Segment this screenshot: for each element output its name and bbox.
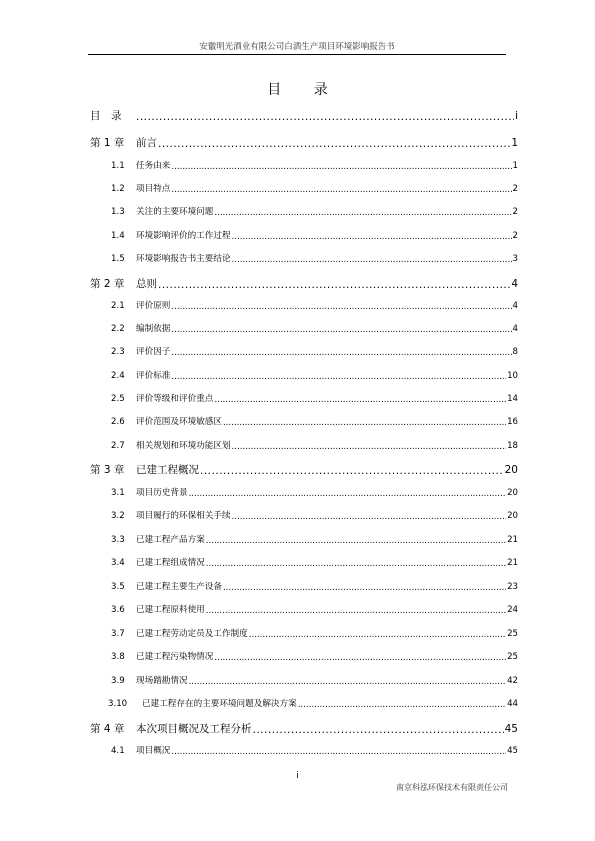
toc-section-entry[interactable] <box>90 392 518 404</box>
toc-entry-number: 2.3 <box>111 347 125 357</box>
toc-entry-number: 第 1 章 <box>90 137 125 149</box>
toc-entry-page: 1 <box>512 161 518 171</box>
toc-entry-page: 45 <box>504 723 518 735</box>
toc-section-entry[interactable] <box>90 580 518 592</box>
toc-section-entry[interactable] <box>90 205 518 217</box>
toc-entry-number: 4.1 <box>111 746 125 756</box>
page-number: i <box>296 771 299 781</box>
toc-entry-title: 已建工程组成情况 <box>136 558 205 568</box>
toc-entry-number: 第 4 章 <box>90 723 125 735</box>
toc-entry-title: 相关规划和环境功能区划 <box>136 441 231 451</box>
toc-section-entry[interactable] <box>90 556 518 568</box>
toc-section-entry[interactable] <box>90 229 518 241</box>
toc-entry-page: 2 <box>512 231 518 241</box>
toc-entry-number: 3.3 <box>111 535 125 545</box>
toc-entry-page: 45 <box>507 746 518 756</box>
toc-section-entry[interactable] <box>90 650 518 662</box>
toc-entry-page: 1 <box>511 137 518 149</box>
toc-section-entry[interactable] <box>90 182 518 194</box>
toc-entry-number: 1.4 <box>111 231 125 241</box>
toc-section-entry[interactable] <box>90 415 518 427</box>
toc-entry-title: 项目履行的环保相关手续 <box>136 511 231 521</box>
toc-leader-dots <box>158 279 510 290</box>
toc-entry-number: 3.6 <box>111 605 125 615</box>
toc-entry-page: 20 <box>507 511 518 521</box>
toc-leader-dots <box>171 162 511 171</box>
toc-leader-dots <box>214 395 506 404</box>
toc-entry-number: 3.5 <box>111 582 125 592</box>
toc-chapter-entry[interactable] <box>90 721 518 736</box>
toc-entry-number: 2.7 <box>111 441 125 451</box>
toc-entry-title: 关注的主要环境问题 <box>136 207 214 217</box>
toc-section-entry[interactable] <box>90 627 518 639</box>
toc-entry-number: 3.1 <box>111 488 125 498</box>
toc-leader-dots <box>298 700 506 709</box>
toc-entry-number: 3.7 <box>111 629 125 639</box>
toc-leader-dots <box>171 185 511 194</box>
toc-entry-number: 2.5 <box>111 394 125 404</box>
toc-section-entry[interactable] <box>90 345 518 357</box>
toc-entry-title: 本次项目概况及工程分析 <box>136 723 252 735</box>
toc-leader-dots <box>171 747 506 756</box>
toc-entry-title: 评价原则 <box>136 301 171 311</box>
toc-leader-dots <box>232 442 507 451</box>
toc-entry-title: 项目历史背景 <box>136 488 188 498</box>
toc-section-entry[interactable] <box>90 603 518 615</box>
toc-entry-page: 16 <box>507 417 518 427</box>
toc-entry-title: 已建工程污染物情况 <box>136 652 214 662</box>
toc-leader-dots <box>249 630 506 639</box>
toc-entry-title: 编制依据 <box>136 324 171 334</box>
toc-entry-number: 3.8 <box>111 652 125 662</box>
toc-section-entry[interactable] <box>90 369 518 381</box>
toc-entry-title: 环境影响评价的工作过程 <box>136 231 231 241</box>
toc-leader-dots <box>189 489 506 498</box>
toc-leader-dots <box>232 255 512 264</box>
toc-entry-number: 第 2 章 <box>90 278 125 290</box>
toc-entry-number: 1.5 <box>111 254 125 264</box>
toc-chapter-entry[interactable] <box>90 135 518 150</box>
toc-entry-number: 1.2 <box>111 184 125 194</box>
toc-entry-page: 4 <box>512 324 518 334</box>
toc-entry-number: 1.1 <box>111 161 125 171</box>
toc-entry-page: 24 <box>507 605 518 615</box>
toc-entry-page: 2 <box>512 184 518 194</box>
toc-entry-title: 任务由来 <box>136 161 171 171</box>
toc-entry-title: 已建工程劳动定员及工作制度 <box>136 629 248 639</box>
toc-section-entry[interactable] <box>90 486 518 498</box>
toc-section-entry[interactable] <box>90 299 518 311</box>
toc-entry-page: 8 <box>512 347 518 357</box>
toc-entry-title: 已建工程存在的主要环境问题及解决方案 <box>142 699 297 709</box>
toc-entry-number: 目 录 <box>90 110 122 122</box>
toc-section-entry[interactable] <box>90 252 518 264</box>
toc-entry-page: 4 <box>512 301 518 311</box>
toc-section-entry[interactable] <box>90 322 518 334</box>
toc-entry-title: 已建工程主要生产设备 <box>136 582 222 592</box>
toc-title: 目 录 <box>267 82 342 98</box>
toc-entry-page: 21 <box>507 558 518 568</box>
toc-entry-title: 已建工程产品方案 <box>136 535 205 545</box>
toc-leader-dots <box>253 724 504 735</box>
toc-leader-dots <box>232 232 512 241</box>
toc-leader-dots <box>214 208 511 217</box>
toc-entry-page: 23 <box>507 582 518 592</box>
toc-entry-title: 评价因子 <box>136 347 171 357</box>
toc-entry-title: 已建工程概况 <box>136 464 199 476</box>
toc-leader-dots <box>171 348 511 357</box>
toc-chapter-entry[interactable] <box>90 462 518 477</box>
toc-entry-number: 3.4 <box>111 558 125 568</box>
toc-entry-number: 2.2 <box>111 324 125 334</box>
toc-entry-number: 第 3 章 <box>90 464 125 476</box>
toc-leader-dots <box>232 512 507 521</box>
toc-entry-title: 评价范围及环境敏感区 <box>136 417 222 427</box>
toc-entry-page: 14 <box>507 394 518 404</box>
footer-company: 南京科泓环保技术有限责任公司 <box>396 783 508 792</box>
toc-entry-number: 3.10 <box>108 699 128 709</box>
toc-entry-page: 2 <box>512 207 518 217</box>
toc-entry-title: 前言 <box>136 137 157 149</box>
toc-section-entry[interactable] <box>90 744 518 756</box>
toc-entry-page: 18 <box>507 441 518 451</box>
toc-entry-number: 2.6 <box>111 417 125 427</box>
toc-section-entry[interactable] <box>90 533 518 545</box>
toc-leader-dots <box>206 559 506 568</box>
toc-section-entry[interactable] <box>90 674 518 686</box>
toc-entry-number: 2.4 <box>111 371 125 381</box>
toc-leader-dots <box>223 583 506 592</box>
toc-leader-dots <box>171 325 511 334</box>
toc-entry-title: 已建工程原料使用 <box>136 605 205 615</box>
toc-section-entry[interactable] <box>90 509 518 521</box>
toc-entry-page: 20 <box>507 488 518 498</box>
toc-chapter-entry[interactable] <box>90 276 518 291</box>
toc-entry-page: 3 <box>512 254 518 264</box>
toc-section-entry[interactable] <box>90 159 518 171</box>
toc-chapter-entry[interactable] <box>90 108 518 123</box>
toc-entry-page: 21 <box>507 535 518 545</box>
toc-leader-dots <box>200 465 504 476</box>
toc-entry-title: 项目概况 <box>136 746 171 756</box>
toc-leader-dots <box>223 418 506 427</box>
toc-entry-title: 项目特点 <box>136 184 171 194</box>
toc-entry-number: 1.3 <box>111 207 125 217</box>
toc-section-entry[interactable] <box>90 697 518 709</box>
toc-entry-title: 总则 <box>136 278 157 290</box>
toc-entry-title: 环境影响报告书主要结论 <box>136 254 231 264</box>
toc-entry-number: 2.1 <box>111 301 125 311</box>
toc-leader-dots <box>189 677 506 686</box>
toc-entry-number: 3.9 <box>111 676 125 686</box>
toc-entry-page: 42 <box>507 676 518 686</box>
toc-entry-page: i <box>515 110 518 122</box>
toc-entry-page: 20 <box>504 464 518 476</box>
toc-leader-dots <box>136 111 514 122</box>
toc-entry-title: 评价等级和评价重点 <box>136 394 214 404</box>
toc-entry-page: 25 <box>507 629 518 639</box>
toc-entry-page: 25 <box>507 652 518 662</box>
toc-leader-dots <box>206 606 506 615</box>
running-header: 安徽明光酒业有限公司白酒生产项目环境影响报告书 <box>199 42 395 52</box>
toc-entry-number: 3.2 <box>111 511 125 521</box>
toc-leader-dots <box>214 653 506 662</box>
toc-entry-page: 44 <box>507 699 518 709</box>
toc-leader-dots <box>171 372 506 381</box>
header-rule <box>88 54 506 55</box>
toc-leader-dots <box>171 302 511 311</box>
toc-entry-title: 评价标准 <box>136 371 171 381</box>
toc-leader-dots <box>206 536 506 545</box>
toc-leader-dots <box>158 138 510 149</box>
toc-entry-page: 4 <box>511 278 518 290</box>
toc-entry-page: 10 <box>507 371 518 381</box>
toc-section-entry[interactable] <box>90 439 518 451</box>
toc-entry-title: 现场踏勘情况 <box>136 676 188 686</box>
